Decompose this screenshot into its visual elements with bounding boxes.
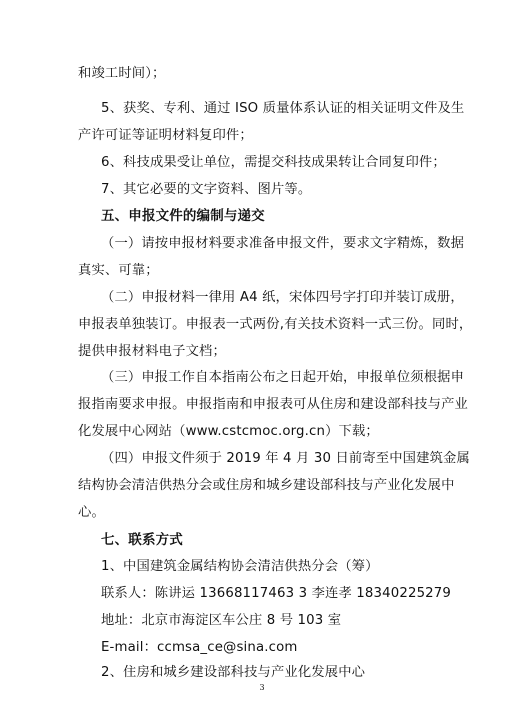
text-line: 2、住房和城乡建设部科技与产业化发展中心 xyxy=(101,665,366,680)
text-line: （二）申报材料一律用 A4 纸，宋体四号字打印并装订成册， xyxy=(101,290,464,305)
text-line: 5、获奖、专利、通过 ISO 质量体系认证的相关证明文件及生 xyxy=(101,101,465,116)
text-line: （三）申报工作自本指南公布之日起开始，申报单位须根据申 xyxy=(101,370,465,385)
text-line: 6、科技成果受让单位，需提交科技成果转让合同复印件； xyxy=(101,155,446,170)
text-line: （一）请按申报材料要求准备申报文件，要求文字精炼，数据 xyxy=(101,236,465,251)
text-line: 和竣工时间）； xyxy=(78,66,166,81)
text-line: 提供申报材料电子文档； xyxy=(78,344,226,359)
text-line: 7、其它必要的文字资料、图片等。 xyxy=(101,182,312,197)
text-line: 结构协会清洁供热分会或住房和城乡建设部科技与产业化发展中 xyxy=(78,478,455,493)
contact-person-line: 联系人：陈讲运 13668117463 3 李连孝 18340225279 xyxy=(101,586,452,601)
section-heading: 五、申报文件的编制与递交 xyxy=(101,208,265,224)
address-line: 地址：北京市海淀区车公庄 8 号 103 室 xyxy=(101,613,342,628)
section-heading: 七、联系方式 xyxy=(101,532,183,548)
page-number: 3 xyxy=(259,683,265,692)
text-line: 化发展中心网站（www.cstcmoc.org.cn）下载； xyxy=(78,424,379,439)
text-line: 1、中国建筑金属结构协会清洁供热分会（筹） xyxy=(101,559,379,574)
text-line: 申报表单独装订。申报表一式两份,有关技术资料一式三份。同时， xyxy=(78,317,473,332)
text-line: 心。 xyxy=(78,505,105,520)
text-line: 产许可证等证明材料复印件； xyxy=(78,128,253,143)
text-line: 报指南要求申报。申报指南和申报表可从住房和建设部科技与产业 xyxy=(78,397,468,412)
text-line: 真实、可靠； xyxy=(78,263,159,278)
email-line: E-mail：ccmsa_ce@sina.com xyxy=(101,640,298,655)
text-line: （四）申报文件须于 2019 年 4 月 30 日前寄至中国建筑金属 xyxy=(101,451,470,466)
